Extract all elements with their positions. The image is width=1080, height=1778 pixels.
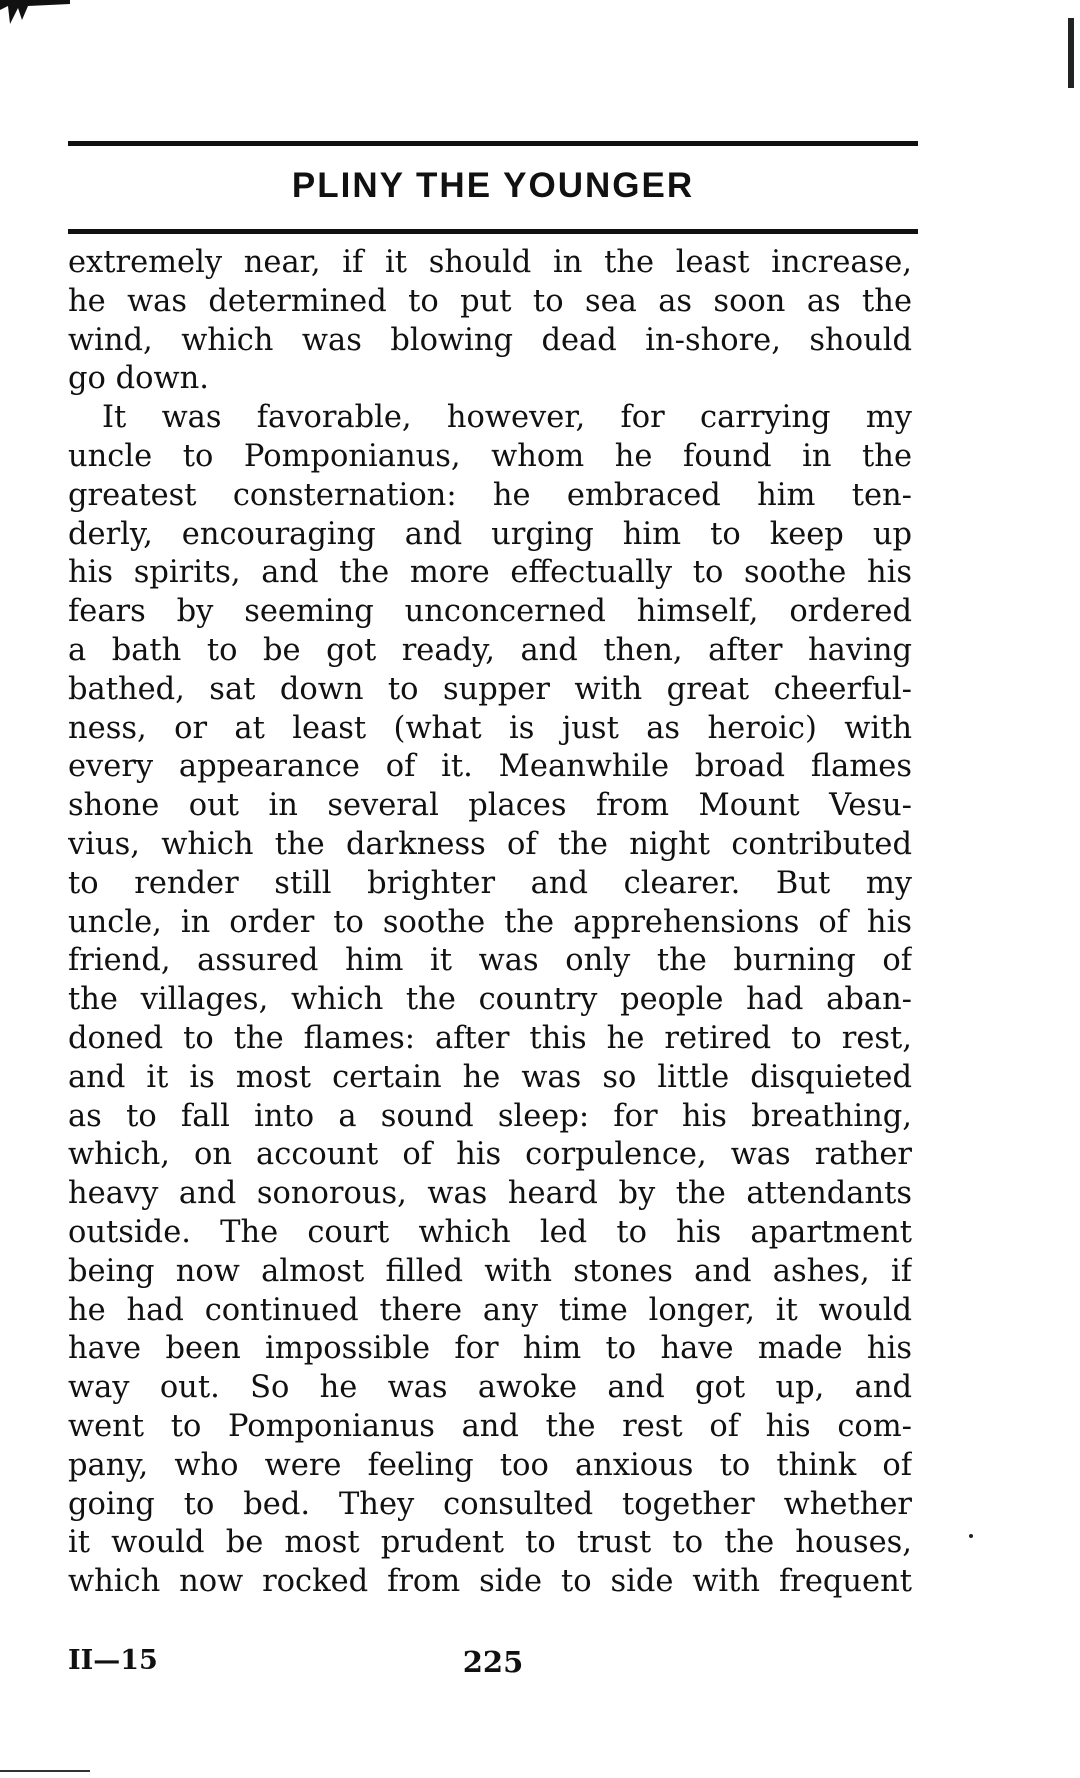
signature-mark: II—15 bbox=[68, 1645, 158, 1676]
text-line: fears by seeming unconcerned himself, ordered bbox=[68, 594, 912, 630]
text-line: have been impossible for him to have made his bbox=[68, 1331, 912, 1367]
text-line: a bath to be got ready, and then, after having bbox=[68, 632, 912, 668]
running-title: PLINY THE YOUNGER bbox=[291, 166, 695, 205]
header-rule-top bbox=[68, 141, 918, 146]
text-line: bathed, sat down to supper with great cheerful- bbox=[68, 671, 912, 707]
text-line: friend, assured him it was only the burning of bbox=[68, 943, 912, 979]
text-line: vius, which the darkness of the night contributed bbox=[68, 826, 912, 862]
text-line: extremely near, if it should in the least increase, bbox=[68, 245, 912, 280]
text-line: wind, which was blowing dead in-shore, should bbox=[68, 322, 912, 358]
text-line: it would be most prudent to trust to the houses, bbox=[68, 1525, 912, 1561]
text-line: which, on account of his corpulence, was rather bbox=[68, 1137, 912, 1173]
page-footer bbox=[68, 1645, 918, 1685]
text-line: which now rocked from side to side with frequent bbox=[68, 1564, 912, 1600]
header-rule-bottom bbox=[68, 229, 918, 234]
text-line: uncle to Pomponianus, whom he found in the bbox=[68, 438, 912, 474]
text-line: as to fall into a sound sleep: for his breathing, bbox=[68, 1098, 912, 1134]
text-line: he was determined to put to sea as soon as the bbox=[68, 283, 912, 319]
text-line: greatest consternation: he embraced him ten- bbox=[68, 477, 912, 513]
page-body bbox=[68, 244, 912, 1602]
scan-speck bbox=[969, 1534, 973, 1538]
text-line: he had continued there any time longer, it would bbox=[68, 1292, 912, 1328]
text-line: the villages, which the country people had aban- bbox=[68, 982, 912, 1018]
text-line: and it is most certain he was so little disquieted bbox=[68, 1059, 912, 1095]
text-line: went to Pomponianus and the rest of his com- bbox=[68, 1408, 912, 1444]
text-line: his spirits, and the more effectually to soothe his bbox=[68, 555, 912, 591]
text-line: ness, or at least (what is just as heroic) with bbox=[68, 710, 912, 746]
text-line: doned to the flames: after this he retired to rest, bbox=[68, 1020, 912, 1056]
text-line: every appearance of it. Meanwhile broad flames bbox=[68, 749, 912, 785]
text-line: outside. The court which led to his apartment bbox=[68, 1214, 912, 1250]
scan-edge-mark bbox=[1068, 18, 1074, 88]
text-line: to render still brighter and clearer. But my bbox=[68, 865, 912, 901]
text-line: uncle, in order to soothe the apprehensions of his bbox=[68, 904, 912, 940]
scan-corner-mark bbox=[0, 0, 70, 26]
text-line: It was favorable, however, for carrying my bbox=[102, 400, 912, 436]
scan-bottom-mark bbox=[0, 1770, 90, 1772]
page-number: 225 bbox=[462, 1645, 524, 1679]
text-line: derly, encouraging and urging him to keep up bbox=[68, 516, 912, 552]
text-line: shone out in several places from Mount Vesu- bbox=[68, 788, 912, 824]
text-line: way out. So he was awoke and got up, and bbox=[68, 1370, 912, 1406]
text-line: being now almost filled with stones and ashes, if bbox=[68, 1253, 912, 1289]
text-line: heavy and sonorous, was heard by the attendants bbox=[68, 1176, 912, 1212]
text-line: going to bed. They consulted together whether bbox=[68, 1486, 912, 1522]
text-line: pany, who were feeling too anxious to think of bbox=[68, 1447, 912, 1483]
text-line: go down. bbox=[68, 361, 209, 397]
